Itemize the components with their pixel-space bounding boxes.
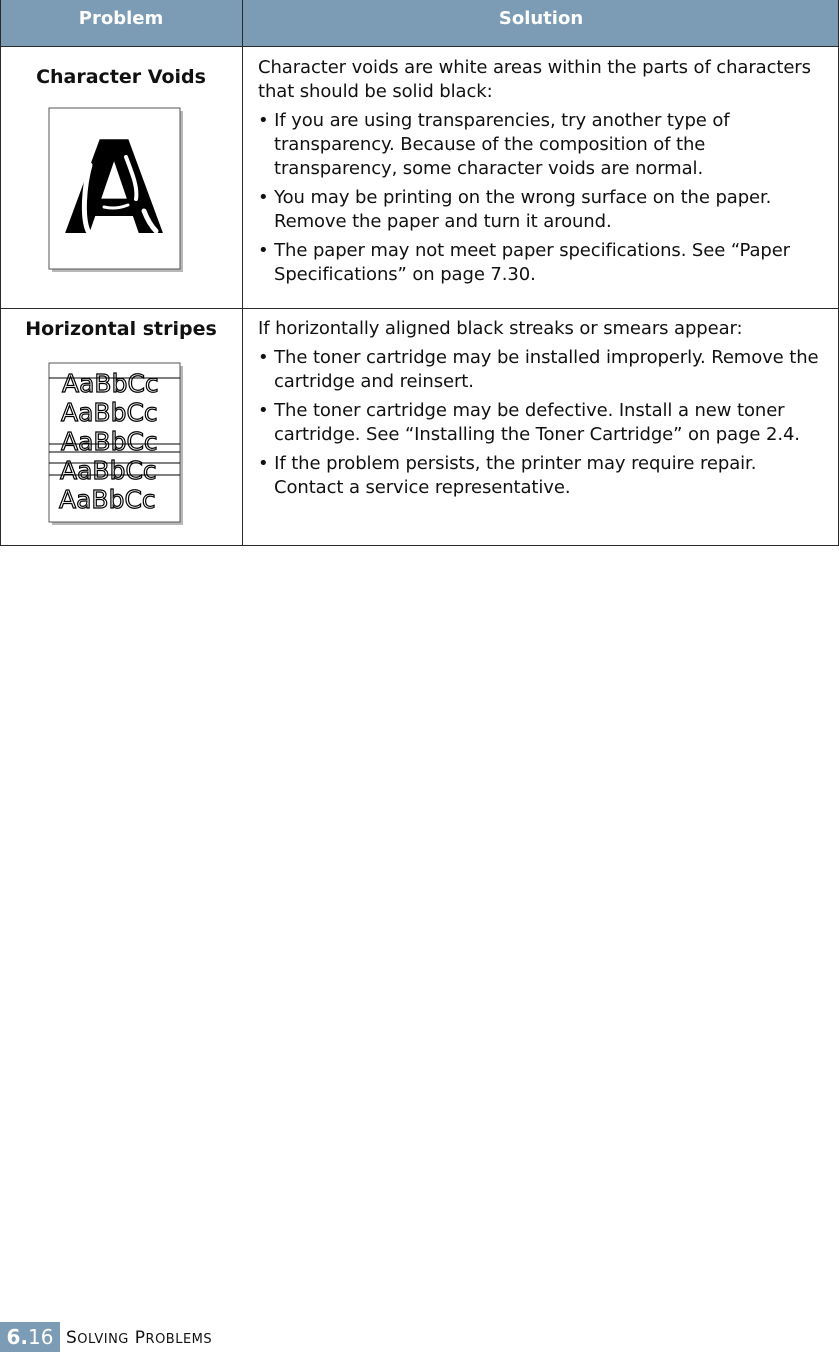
solution-bullet: • If the problem persists, the printer may require repair. Contact a service representative. bbox=[258, 453, 757, 498]
horizontal-stripes-illustration bbox=[48, 362, 184, 526]
solution-intro: If horizontally aligned black streaks or smears appear: bbox=[258, 318, 743, 339]
solution-horizontal-stripes bbox=[258, 317, 828, 505]
table-row bbox=[0, 309, 839, 545]
solution-intro: Character voids are white areas within the parts of characters that should be solid black: bbox=[258, 57, 811, 102]
page-number-value: 16 bbox=[28, 1325, 54, 1349]
section-initial: P bbox=[134, 1328, 146, 1348]
section-title bbox=[66, 1324, 212, 1354]
table-header bbox=[0, 0, 839, 47]
solution-bullet: • The toner cartridge may be installed improperly. Remove the cartridge and reinsert. bbox=[258, 347, 819, 392]
stripe-sample-text: AaBbCc bbox=[59, 485, 156, 514]
character-voids-illustration bbox=[48, 107, 184, 273]
table-row bbox=[0, 46, 839, 308]
page-number bbox=[0, 1322, 60, 1352]
table-border-bottom bbox=[0, 545, 839, 546]
stripe-sample-text: AaBbCc bbox=[60, 456, 157, 485]
header-solution: Solution bbox=[498, 8, 584, 29]
solution-bullet: • You may be printing on the wrong surface on the paper. Remove the paper and turn it around. bbox=[258, 187, 772, 232]
solution-bullet: • The toner cartridge may be defective. Install a new toner cartridge. See “Installing the Toner Cartridge” on page 2.4. bbox=[258, 400, 800, 445]
problem-character-voids: Character Voids bbox=[36, 66, 206, 88]
section-word-rest: OLVING bbox=[77, 1332, 129, 1347]
troubleshooting-table bbox=[0, 0, 839, 546]
illustration-letter: A bbox=[64, 115, 164, 264]
solution-bullet: • The paper may not meet paper specifications. See “Paper Specifications” on page 7.30. bbox=[258, 240, 790, 285]
section-word-rest: ROBLEMS bbox=[145, 1332, 213, 1347]
stripe-sample-text: AaBbCc bbox=[62, 369, 159, 398]
header-problem: Problem bbox=[78, 8, 164, 29]
problem-horizontal-stripes: Horizontal stripes bbox=[25, 318, 217, 340]
section-initial: S bbox=[66, 1328, 78, 1348]
solution-character-voids bbox=[258, 56, 828, 292]
solution-bullet: • If you are using transparencies, try another type of transparency. Because of the composition of the transparency, some character voids are normal. bbox=[258, 110, 730, 179]
page-footer bbox=[0, 1322, 839, 1352]
stripe-sample-text: AaBbCc bbox=[61, 398, 158, 427]
stripe-sample-text: AaBbCc bbox=[61, 427, 158, 456]
chapter-number: 6. bbox=[6, 1325, 29, 1349]
